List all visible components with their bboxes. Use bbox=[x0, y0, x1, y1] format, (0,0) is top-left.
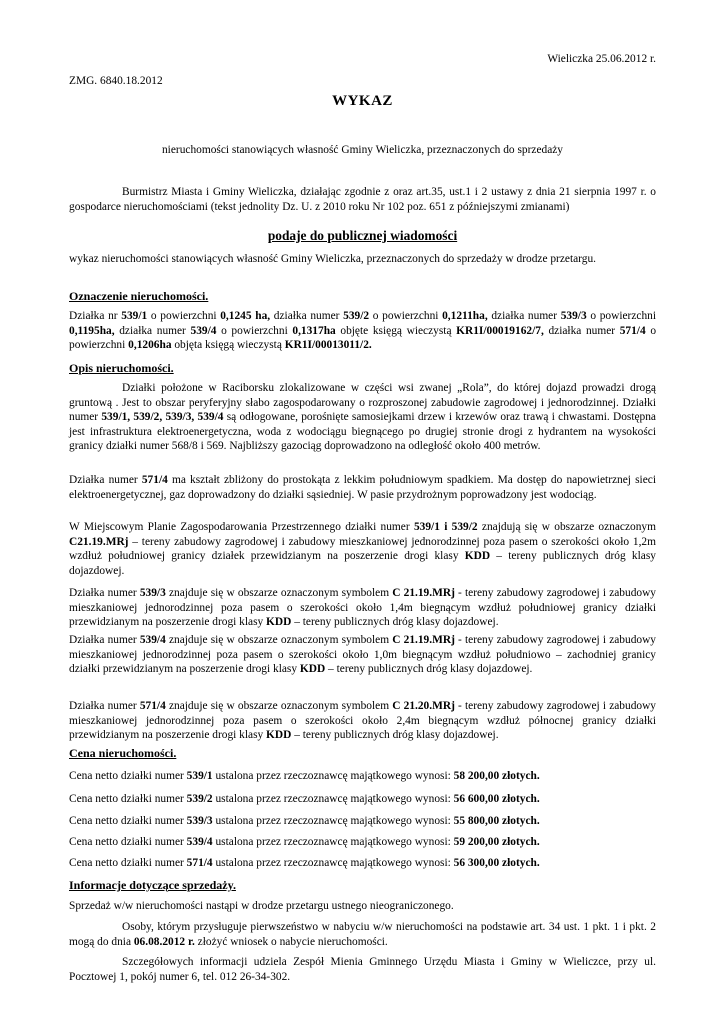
reference-number: ZMG. 6840.18.2012 bbox=[69, 75, 163, 87]
list-paragraph: wykaz nieruchomości stanowiących własność Gminy Wieliczka, przeznaczonych do sprzedaży w drodze przetargu. bbox=[69, 253, 596, 265]
description-paragraph-3: W Miejscowym Planie Zagospodarowania Przestrzennego działki numer 539/1 i 539/2 znajdują się w obszarze oznaczonym C21.19.MRj – tereny zabudowy zagrodowej i zabudowy mieszkaniowej jednorodzinnej poza pasem o szerokości około 1,2m wzdłuż południowej granicy działek przewidzianym na poszerzenie drogi klasy KDD – tereny publicznych dróg klasy dojazdowej. bbox=[69, 521, 656, 577]
sale-info-heading: Informacje dotyczące sprzedaży. bbox=[69, 878, 236, 892]
announcement-heading: podaje do publicznej wiadomości bbox=[267, 228, 458, 243]
designation-paragraph: Działka nr 539/1 o powierzchni 0,1245 ha, działka numer 539/2 o powierzchni 0,1211ha, działka numer 539/3 o powierzchni 0,1195ha, działka numer 539/4 o powierzchni 0,1317ha objęte księgą wieczystą KR1I/00019162/7, działka numer 571/4 o powierzchni 0,1206ha objęta księgą wieczystą KR1I/00013011/2. bbox=[69, 310, 657, 352]
sale-info-paragraph-3: Szczegółowych informacji udziela Zespół Mienia Gminnego Urzędu Miasta i Gminy w Wieliczce, przy ul. Pocztowej 1, pokój numer 6, tel. 012 26-34-302. bbox=[69, 956, 656, 983]
description-paragraph-2: Działka numer 571/4 ma kształt zbliżony do prostokąta z lekkim południowym spadkiem. Ma dostęp do napowietrznej sieci elektroenergetycznej, gaz doprowadzony do działki sąsiedniej. W pasie przydrożnym poprowadzony jest wodociąg. bbox=[69, 474, 657, 501]
designation-heading: Oznaczenie nieruchomości. bbox=[69, 289, 209, 303]
sale-info-paragraph-1: Sprzedaż w/w nieruchomości nastąpi w drodze przetargu ustnego nieograniczonego. bbox=[69, 900, 454, 912]
description-heading: Opis nieruchomości. bbox=[69, 361, 174, 375]
description-paragraph-5: Działka numer 539/4 znajduje się w obszarze oznaczonym symbolem C 21.19.MRj - tereny zabudowy zagrodowej i zabudowy mieszkaniowej jednorodzinnej poza pasem o szerokości około 1,0m biegnącym wzdłuż południowo – zachodniej granicy działki przewidzianym na poszerzenie drogi klasy KDD – tereny publicznych dróg klasy dojazdowej. bbox=[69, 634, 657, 676]
intro-paragraph: Burmistrz Miasta i Gminy Wieliczka, działając zgodnie z oraz art.35, ust.1 i 2 ustawy z dnia 21 sierpnia 1997 r. o gospodarce nieruchomościami (tekst jednolity Dz. U. z 2010 roku Nr 102 poz. 651 z późniejszymi zmianami) bbox=[69, 186, 656, 213]
description-paragraph-1: Działki położone w Raciborsku zlokalizowane w części wsi zwanej „Rola”, do której dojazd prowadzi drogą gruntową . Jest to obszar peryferyjny słabo zagospodarowany o rozproszonej zabudowie zagrodowej i jednorodzinnej. Działki numer 539/1, 539/2, 539/3, 539/4 są odłogowane, porośnięte samosiejkami drzew i krzewów oraz trawą i chwastami. Dostępna jest infrastruktura elektroenergetyczna, woda z wodociągu biegnącego po drugiej stronie drogi z hydrantem na wysokości granicy działki numer 568/8 i 569. Najbliższy gazociąg doprowadzono na odległość około 400 metrów. bbox=[69, 382, 656, 453]
description-paragraph-4: Działka numer 539/3 znajduje się w obszarze oznaczonym symbolem C 21.19.MRj - tereny zabudowy zagrodowej i zabudowy mieszkaniowej jednorodzinnej poza pasem o szerokości około 1,4m biegnącym wzdłuż południowej granicy działki przewidzianym na poszerzenie drogi klasy KDD – tereny publicznych dróg klasy dojazdowej. bbox=[69, 587, 657, 629]
document-page bbox=[69, 0, 656, 1024]
document-title: WYKAZ bbox=[332, 93, 393, 109]
price-line: Cena netto działki numer 571/4 ustalona przez rzeczoznawcę majątkowego wynosi: 56 300,00 złotych. bbox=[69, 857, 540, 869]
price-heading: Cena nieruchomości. bbox=[69, 746, 177, 760]
description-paragraph-6: Działka numer 571/4 znajduje się w obszarze oznaczonym symbolem C 21.20.MRj - tereny zabudowy zagrodowej i zabudowy mieszkaniowej jednorodzinnej poza pasem o szerokości około 2,4m biegnącym wzdłuż północnej granicy działki przewidzianym na poszerzenie drogi klasy KDD – tereny publicznych dróg klasy dojazdowej. bbox=[69, 700, 657, 742]
price-line: Cena netto działki numer 539/4 ustalona przez rzeczoznawcę majątkowego wynosi: 59 200,00 złotych. bbox=[69, 836, 540, 848]
price-line: Cena netto działki numer 539/1 ustalona przez rzeczoznawcę majątkowego wynosi: 58 200,00 złotych. bbox=[69, 770, 540, 782]
price-line: Cena netto działki numer 539/3 ustalona przez rzeczoznawcę majątkowego wynosi: 55 800,00 złotych. bbox=[69, 815, 540, 827]
document-subtitle: nieruchomości stanowiących własność Gminy Wieliczka, przeznaczonych do sprzedaży bbox=[161, 144, 563, 156]
sale-info-paragraph-2: Osoby, którym przysługuje pierwszeństwo w nabyciu w/w nieruchomości na podstawie art. 34 ust. 1 pkt. 1 i pkt. 2 mogą do dnia 06.08.2012 r. złożyć wniosek o nabycie nieruchomości. bbox=[69, 921, 656, 948]
price-line: Cena netto działki numer 539/2 ustalona przez rzeczoznawcę majątkowego wynosi: 56 600,00 złotych. bbox=[69, 793, 540, 805]
document-date: Wieliczka 25.06.2012 r. bbox=[547, 53, 656, 65]
